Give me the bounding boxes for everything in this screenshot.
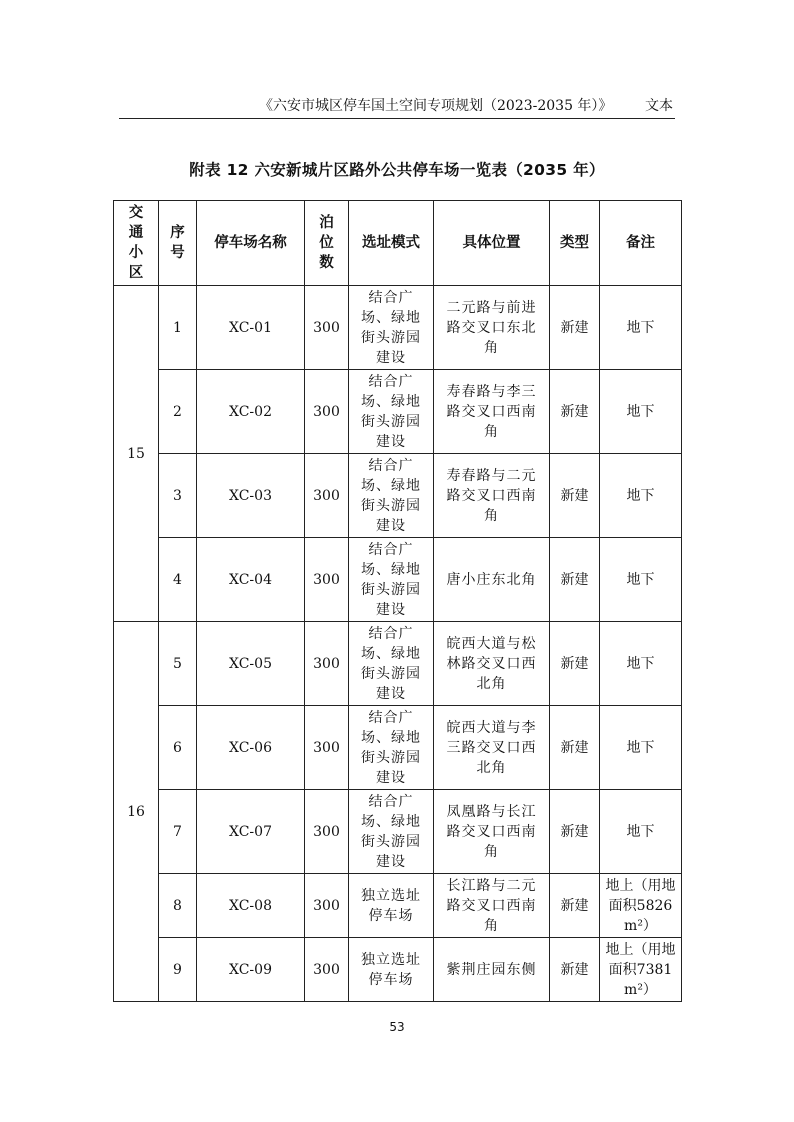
column-header: 序号 [159, 201, 197, 286]
page-header [119, 92, 675, 116]
berths-cell: 300 [305, 286, 349, 370]
type-cell: 新建 [550, 622, 600, 706]
berths-cell: 300 [305, 370, 349, 454]
berths-cell: 300 [305, 938, 349, 1002]
lot-name-cell: XC-08 [197, 874, 305, 938]
parking-table [113, 200, 682, 1002]
lot-name-cell: XC-01 [197, 286, 305, 370]
location-cell [434, 938, 550, 1002]
note-cell [600, 622, 682, 706]
note-text: 地上（用地面积7381m²） [605, 941, 676, 998]
berths-cell: 300 [305, 790, 349, 874]
column-header: 类型 [550, 201, 600, 286]
note-cell [600, 286, 682, 370]
site-mode-cell [349, 454, 434, 538]
location-cell [434, 622, 550, 706]
note-cell [600, 790, 682, 874]
seq-cell: 4 [159, 538, 197, 622]
table-row [114, 286, 682, 370]
note-cell [600, 874, 682, 938]
type-cell: 新建 [550, 454, 600, 538]
seq-cell: 9 [159, 938, 197, 1002]
berths-cell: 300 [305, 538, 349, 622]
table-body [114, 286, 682, 1002]
note-text: 地下 [626, 319, 655, 336]
table-row [114, 454, 682, 538]
location-text: 凤凰路与长江路交叉口西南角 [446, 803, 537, 860]
location-text: 长江路与二元路交叉口西南角 [446, 877, 537, 934]
site-mode-text: 结合广场、绿地街头游园建设 [361, 373, 421, 450]
lot-name-cell: XC-07 [197, 790, 305, 874]
note-text: 地下 [626, 739, 655, 756]
seq-cell: 7 [159, 790, 197, 874]
site-mode-text: 结合广场、绿地街头游园建设 [361, 709, 421, 786]
table-row [114, 622, 682, 706]
location-text: 皖西大道与松林路交叉口西北角 [446, 635, 537, 692]
column-header: 备注 [600, 201, 682, 286]
site-mode-text: 结合广场、绿地街头游园建设 [361, 541, 421, 618]
note-cell [600, 454, 682, 538]
berths-cell: 300 [305, 874, 349, 938]
note-cell [600, 706, 682, 790]
site-mode-text: 结合广场、绿地街头游园建设 [361, 625, 421, 702]
page-number: 53 [389, 1020, 405, 1034]
table-row [114, 706, 682, 790]
column-header: 泊位数 [305, 201, 349, 286]
berths-cell: 300 [305, 622, 349, 706]
site-mode-cell [349, 622, 434, 706]
table-row [114, 874, 682, 938]
site-mode-text: 结合广场、绿地街头游园建设 [361, 289, 421, 366]
location-text: 寿春路与李三路交叉口西南角 [446, 383, 537, 440]
table-row [114, 538, 682, 622]
note-text: 地下 [626, 655, 655, 672]
note-text: 地下 [626, 403, 655, 420]
zone-cell: 16 [114, 622, 159, 1002]
type-cell: 新建 [550, 370, 600, 454]
site-mode-text: 独立选址停车场 [361, 951, 421, 988]
note-text: 地下 [626, 571, 655, 588]
note-cell [600, 938, 682, 1002]
location-text: 皖西大道与李三路交叉口西北角 [446, 719, 537, 776]
lot-name-cell: XC-06 [197, 706, 305, 790]
location-cell [434, 874, 550, 938]
seq-cell: 6 [159, 706, 197, 790]
note-text: 地上（用地面积5826m²） [605, 877, 676, 934]
site-mode-text: 结合广场、绿地街头游园建设 [361, 793, 421, 870]
lot-name-cell: XC-02 [197, 370, 305, 454]
note-cell [600, 538, 682, 622]
site-mode-cell [349, 706, 434, 790]
location-text: 寿春路与二元路交叉口西南角 [446, 467, 537, 524]
note-text: 地下 [626, 487, 655, 504]
seq-cell: 1 [159, 286, 197, 370]
location-cell [434, 706, 550, 790]
column-header: 停车场名称 [197, 201, 305, 286]
seq-cell: 2 [159, 370, 197, 454]
location-cell [434, 790, 550, 874]
column-header: 具体位置 [434, 201, 550, 286]
location-cell [434, 370, 550, 454]
seq-cell: 5 [159, 622, 197, 706]
type-cell: 新建 [550, 874, 600, 938]
lot-name-cell: XC-05 [197, 622, 305, 706]
zone-cell: 15 [114, 286, 159, 622]
table-row [114, 938, 682, 1002]
seq-cell: 3 [159, 454, 197, 538]
seq-cell: 8 [159, 874, 197, 938]
site-mode-cell [349, 874, 434, 938]
table-row [114, 790, 682, 874]
site-mode-cell [349, 538, 434, 622]
document-label: 文本 [645, 98, 673, 114]
site-mode-cell [349, 370, 434, 454]
column-header: 选址模式 [349, 201, 434, 286]
location-text: 唐小庄东北角 [446, 571, 537, 588]
site-mode-cell [349, 286, 434, 370]
berths-cell: 300 [305, 454, 349, 538]
site-mode-cell [349, 790, 434, 874]
berths-cell: 300 [305, 706, 349, 790]
type-cell: 新建 [550, 706, 600, 790]
lot-name-cell: XC-09 [197, 938, 305, 1002]
location-cell [434, 286, 550, 370]
type-cell: 新建 [550, 938, 600, 1002]
location-cell [434, 454, 550, 538]
lot-name-cell: XC-04 [197, 538, 305, 622]
type-cell: 新建 [550, 286, 600, 370]
lot-name-cell: XC-03 [197, 454, 305, 538]
type-cell: 新建 [550, 790, 600, 874]
type-cell: 新建 [550, 538, 600, 622]
column-header: 交通小区 [114, 201, 159, 286]
table-row [114, 370, 682, 454]
table-header-row [114, 201, 682, 286]
site-mode-cell [349, 938, 434, 1002]
table-title: 附表 12 六安新城片区路外公共停车场一览表（2035 年） [189, 161, 605, 179]
site-mode-text: 独立选址停车场 [361, 887, 421, 924]
location-text: 紫荆庄园东侧 [446, 961, 537, 978]
location-cell [434, 538, 550, 622]
note-text: 地下 [626, 823, 655, 840]
site-mode-text: 结合广场、绿地街头游园建设 [361, 457, 421, 534]
location-text: 二元路与前进路交叉口东北角 [446, 299, 537, 356]
note-cell [600, 370, 682, 454]
document-title: 《六安市城区停车国土空间专项规划（2023-2035 年）》 [259, 98, 613, 114]
header-rule [119, 118, 675, 119]
